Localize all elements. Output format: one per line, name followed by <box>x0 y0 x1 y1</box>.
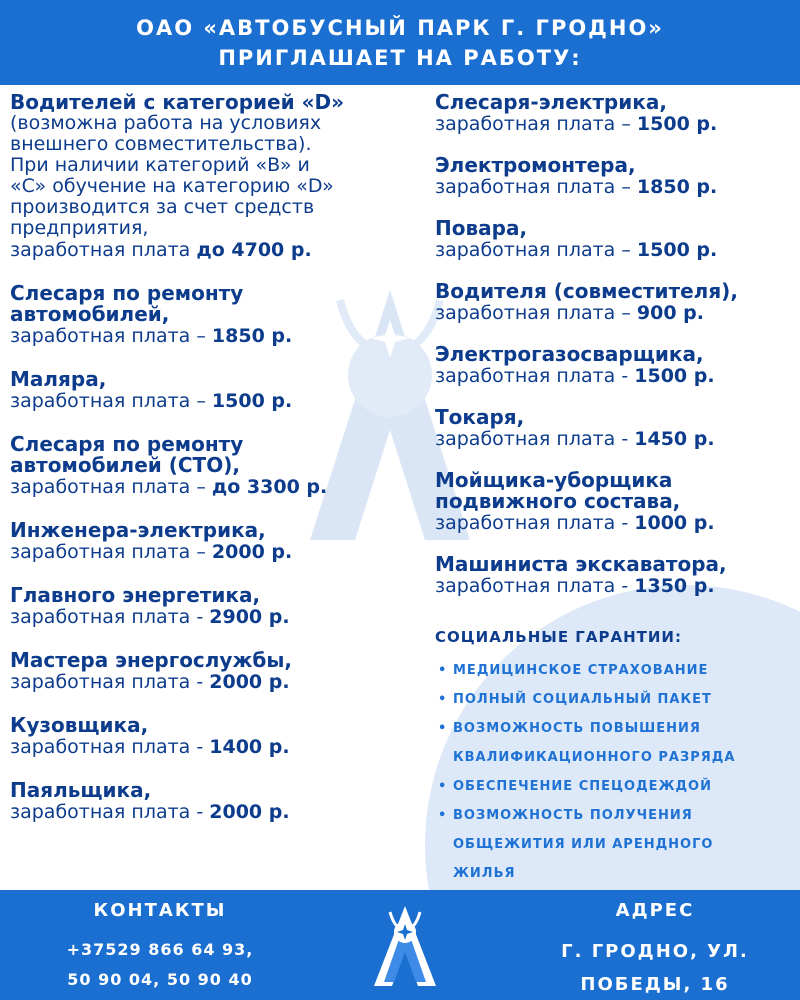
pay-label: заработная плата – <box>435 113 637 135</box>
job-pay <box>435 512 795 534</box>
contacts-block <box>30 900 290 995</box>
job-item <box>435 218 795 261</box>
job-title: Маляра, <box>10 367 107 391</box>
pay-label: заработная плата - <box>10 736 210 758</box>
job-title: Паяльщика, <box>10 778 152 802</box>
job-pay <box>435 575 795 597</box>
pay-label: заработная плата – <box>435 239 637 261</box>
pay-label: заработная плата – <box>10 390 212 412</box>
job-title: Водителей с категорией «D» <box>10 90 345 114</box>
pay-amount: 1500 р. <box>636 239 718 261</box>
job-title: Водителя (совместителя), <box>435 279 738 303</box>
phone-line: +37529 866 64 93, <box>66 940 254 959</box>
pay-label: заработная плата – <box>10 325 212 347</box>
job-pay <box>10 476 430 498</box>
pay-amount: 2000 р. <box>211 541 293 563</box>
job-pay <box>10 541 430 563</box>
job-pay <box>435 302 795 324</box>
job-item <box>435 407 795 450</box>
jobs-right-column <box>435 92 795 617</box>
pay-amount: до 4700 р. <box>196 239 312 261</box>
job-item <box>435 155 795 198</box>
contacts-label: КОНТАКТЫ <box>93 900 227 921</box>
job-title: Инженера-электрика, <box>10 518 266 542</box>
pay-amount: до 3300 р. <box>211 476 328 498</box>
pay-amount: 1500 р. <box>634 365 715 387</box>
job-pay <box>10 606 430 628</box>
job-title: Кузовщика, <box>10 713 149 737</box>
pay-amount: 1500 р. <box>211 390 293 412</box>
pay-amount: 2000 р. <box>209 801 290 823</box>
header-company: ОАО «АВТОБУСНЫЙ ПАРК Г. ГРОДНО» <box>136 15 664 40</box>
job-title: Слесаря по ремонту автомобилей, <box>10 281 244 326</box>
pay-label: заработная плата – <box>10 541 212 563</box>
pay-amount: 1350 р. <box>634 575 715 597</box>
list-item: • ОБЕСПЕЧЕНИЕ СПЕЦОДЕЖДОЙ <box>435 772 785 801</box>
header-banner <box>0 0 800 85</box>
job-item <box>435 281 795 324</box>
job-title: Мойщика-уборщика подвижного состава, <box>435 468 681 513</box>
job-title: Мастера энергослужбы, <box>10 648 293 672</box>
job-item <box>10 92 430 261</box>
job-title: Электромонтера, <box>435 153 636 177</box>
pay-amount: 2900 р. <box>209 606 290 628</box>
pay-amount: 1850 р. <box>636 176 718 198</box>
job-pay <box>435 239 795 261</box>
job-item <box>435 344 795 387</box>
job-item <box>10 434 430 498</box>
job-pay <box>435 428 795 450</box>
pay-label: заработная плата - <box>435 428 635 450</box>
phone-line: 50 90 04, 50 90 40 <box>67 970 253 989</box>
jobs-left-column <box>10 92 430 845</box>
pay-label: заработная плата - <box>435 575 635 597</box>
address-line: ПОБЕДЫ, 16 <box>580 974 730 995</box>
job-pay <box>10 325 430 347</box>
pay-label: заработная плата – <box>10 476 212 498</box>
job-item <box>10 715 430 758</box>
pay-amount: 2000 р. <box>209 671 290 693</box>
job-item <box>10 585 430 628</box>
job-item <box>10 369 430 412</box>
address-block <box>530 900 780 1000</box>
pay-amount: 1500 р. <box>636 113 718 135</box>
list-item: • ВОЗМОЖНОСТЬ ПОВЫШЕНИЯ КВАЛИФИКАЦИОННОГО РАЗРЯДА <box>435 714 785 772</box>
job-item <box>435 92 795 135</box>
pay-amount: 1450 р. <box>634 428 715 450</box>
pay-amount: 1400 р. <box>209 736 290 758</box>
list-item: • ВОЗМОЖНОСТЬ ПОЛУЧЕНИЯ ОБЩЕЖИТИЯ ИЛИ АРЕНДНОГО ЖИЛЬЯ <box>435 801 785 888</box>
job-title: Машиниста экскаватора, <box>435 552 727 576</box>
job-pay <box>10 239 430 261</box>
social-title: СОЦИАЛЬНЫЕ ГАРАНТИИ: <box>435 628 682 646</box>
pay-label: заработная плата – <box>435 302 637 324</box>
pay-label: заработная плата - <box>435 512 635 534</box>
social-guarantees <box>435 628 785 888</box>
job-pay <box>10 736 430 758</box>
job-item <box>10 650 430 693</box>
job-item <box>10 520 430 563</box>
job-note: (возможна работа на условиях внешнего совместительства). При наличии категорий «B» и «C» обучение на категорию «D» производится за счет средств предприятия, <box>10 112 334 239</box>
social-list <box>435 656 785 888</box>
job-pay <box>10 801 430 823</box>
address-line: Г. ГРОДНО, УЛ. <box>561 941 749 962</box>
job-title: Главного энергетика, <box>10 583 261 607</box>
pay-label: заработная плата – <box>435 176 637 198</box>
job-title: Слесаря-электрика, <box>435 90 667 114</box>
pay-label: заработная плата - <box>435 365 635 387</box>
pay-amount: 900 р. <box>636 302 704 324</box>
list-item: • ПОЛНЫЙ СОЦИАЛЬНЫЙ ПАКЕТ <box>435 685 785 714</box>
job-item <box>10 283 430 347</box>
pay-label: заработная плата - <box>10 606 210 628</box>
pay-label: заработная плата <box>10 239 197 261</box>
pay-label: заработная плата - <box>10 671 210 693</box>
job-item <box>10 780 430 823</box>
job-item <box>435 470 795 534</box>
job-pay <box>435 365 795 387</box>
job-title: Повара, <box>435 216 528 240</box>
job-item <box>435 554 795 597</box>
pay-amount: 1000 р. <box>634 512 715 534</box>
job-title: Слесаря по ремонту автомобилей (СТО), <box>10 432 244 477</box>
address-label: АДРЕС <box>615 900 695 921</box>
job-pay <box>10 671 430 693</box>
header-invite: ПРИГЛАШАЕТ НА РАБОТУ: <box>218 45 582 70</box>
job-title: Электрогазосварщика, <box>435 342 704 366</box>
job-pay <box>435 176 795 198</box>
job-title: Токаря, <box>435 405 525 429</box>
company-logo-icon <box>370 902 440 990</box>
pay-amount: 1850 р. <box>211 325 293 347</box>
job-pay <box>10 390 430 412</box>
pay-label: заработная плата - <box>10 801 210 823</box>
list-item: • МЕДИЦИНСКОЕ СТРАХОВАНИЕ <box>435 656 785 685</box>
job-pay <box>435 113 795 135</box>
